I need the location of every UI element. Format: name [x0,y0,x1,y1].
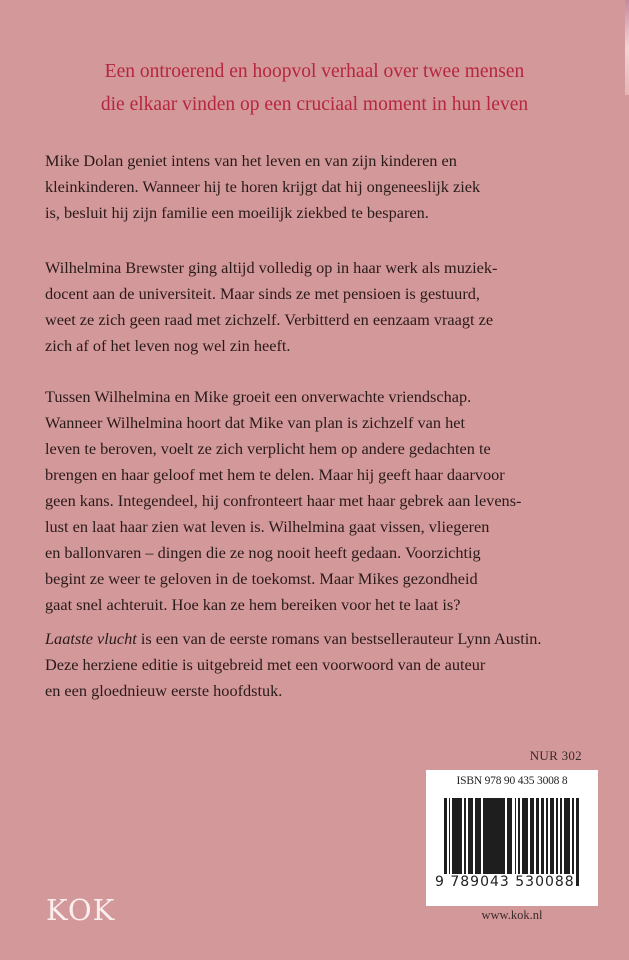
text-line: Deze herziene editie is uitgebreid met een voorwoord van de auteur [45,655,486,674]
text-line: en een gloednieuw eerste hoofdstuk. [45,681,283,700]
text-line [45,626,585,652]
text-line: Tussen Wilhelmina en Mike groeit een onverwachte vriendschap. [45,387,472,406]
nur-code: NUR 302 [529,748,582,763]
tagline [0,55,629,121]
text-line: kleinkinderen. Wanneer hij te horen krijgt dat hij ongeneeslijk ziek [45,177,481,196]
isbn-barcode [426,770,598,906]
tagline-line-1: Een ontroerend en hoopvol verhaal over twee mensen [104,61,525,82]
text-line: gaat snel achteruit. Hoe kan ze hem bereiken voor het te laat is? [45,595,461,614]
blurb-paragraph-3 [45,384,585,618]
isbn-label: ISBN 978 90 435 3008 8 [456,775,568,787]
text-line: brengen en haar geloof met hem te delen. Maar hij geeft haar daarvoor [45,465,505,484]
text-line: Wanneer Wilhelmina hoort dat Mike van plan is zichzelf van het [45,413,465,432]
blurb-paragraph-1 [45,148,585,226]
text-line: begint ze weer te geloven in de toekomst. Maar Mikes gezondheid [45,569,478,588]
text-line: weet ze zich geen raad met zichzelf. Verbitterd en eenzaam vraagt ze [45,310,494,329]
barcode-bars [444,798,580,886]
text-fragment: is een van de eerste romans van bestsellerauteur Lynn Austin. [136,629,542,648]
text-line: geen kans. Integendeel, hij confronteert haar met haar gebrek aan levens- [45,491,522,510]
text-line: Mike Dolan geniet intens van het leven en van zijn kinderen en [45,151,457,170]
blurb-paragraph-4 [45,626,585,704]
barcode-digits-text: 9 789043 530088 [435,874,575,890]
text-line: zich af of het leven nog wel zin heeft. [45,336,291,355]
text-line: is, besluit hij zijn familie een moeilijk ziekbed te besparen. [45,203,429,222]
text-line: docent aan de universiteit. Maar sinds ze met pensioen is gestuurd, [45,284,480,303]
text-line: Wilhelmina Brewster ging altijd volledig op in haar werk als muziek- [45,258,498,277]
publisher-logo: KOK [46,893,116,927]
text-line: lust en laat haar zien wat leven is. Wilhelmina gaat vissen, vliegeren [45,517,490,536]
text-line: en ballonvaren – dingen die ze nog nooit heeft gedaan. Voorzichtig [45,543,481,562]
text-line: leven te beroven, voelt ze zich verplicht hem op andere gedachten te [45,439,491,458]
publisher-url: www.kok.nl [481,908,543,922]
tagline-line-2: die elkaar vinden op een cruciaal moment in hun leven [100,94,529,115]
book-title: Laatste vlucht [45,629,137,648]
blurb-paragraph-2 [45,255,585,359]
barcode-digits [434,874,590,890]
